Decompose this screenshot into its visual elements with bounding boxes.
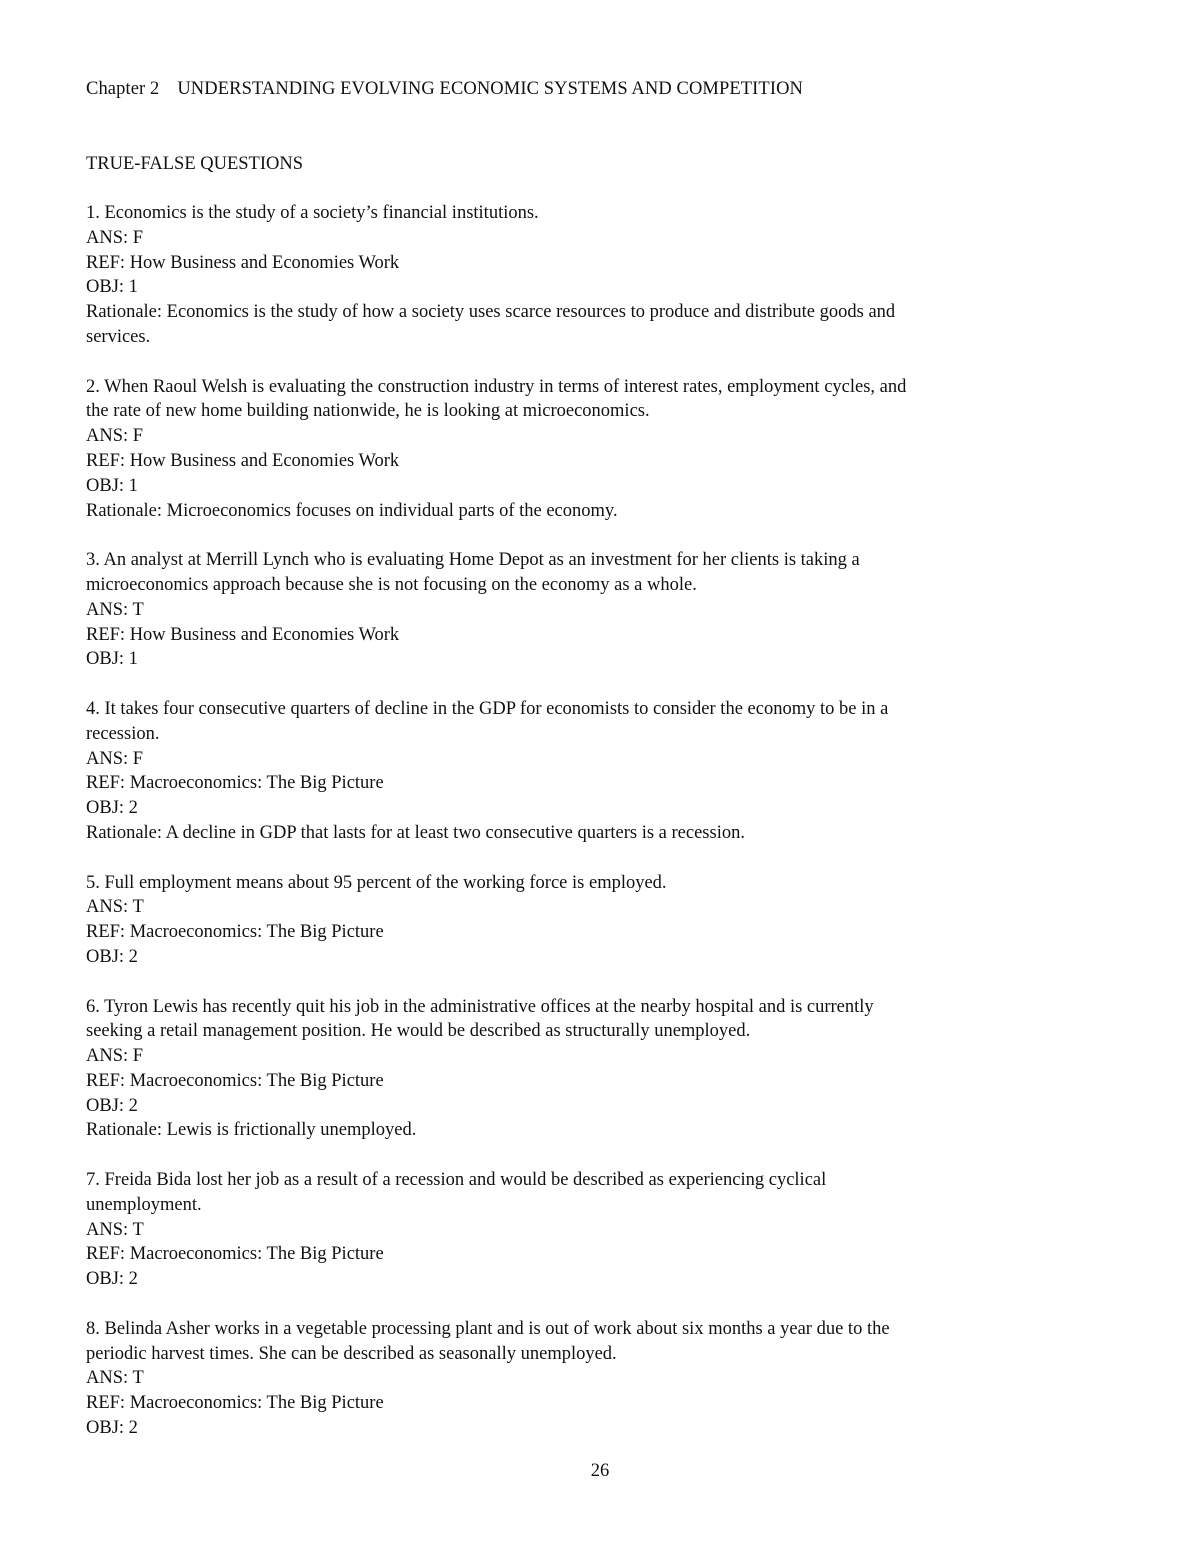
question-text: 8. Belinda Asher works in a vegetable processing plant and is out of work about six months a year due to the bbox=[86, 1318, 890, 1339]
question-item bbox=[86, 1168, 1126, 1292]
question-item bbox=[86, 1317, 1126, 1441]
chapter-title bbox=[86, 77, 803, 102]
reference-line: REF: Macroeconomics: The Big Picture bbox=[86, 922, 384, 943]
reference-line: REF: Macroeconomics: The Big Picture bbox=[86, 1244, 384, 1265]
question-item bbox=[86, 201, 1126, 350]
question-text: the rate of new home building nationwide, he is looking at microeconomics. bbox=[86, 401, 650, 422]
reference-line: REF: Macroeconomics: The Big Picture bbox=[86, 1070, 384, 1091]
answer-line: ANS: F bbox=[86, 426, 144, 447]
rationale-line: Rationale: A decline in GDP that lasts for at least two consecutive quarters is a recession. bbox=[86, 822, 745, 843]
reference-line: REF: How Business and Economies Work bbox=[86, 252, 400, 273]
question-text: recession. bbox=[86, 723, 160, 744]
chapter-name: UNDERSTANDING EVOLVING ECONOMIC SYSTEMS AND COMPETITION bbox=[177, 79, 804, 99]
rationale-line: services. bbox=[86, 326, 151, 347]
question-list bbox=[86, 201, 1126, 1466]
question-text: 4. It takes four consecutive quarters of decline in the GDP for economists to consider the economy to be in a bbox=[86, 698, 889, 719]
rationale-line: Rationale: Microeconomics focuses on individual parts of the economy. bbox=[86, 500, 618, 521]
question-text: 1. Economics is the study of a society’s financial institutions. bbox=[86, 203, 539, 223]
question-item bbox=[86, 548, 1126, 672]
question-text: microeconomics approach because she is not focusing on the economy as a whole. bbox=[86, 574, 697, 595]
objective-line: OBJ: 2 bbox=[86, 798, 138, 819]
question-text: 3. An analyst at Merrill Lynch who is evaluating Home Depot as an investment for her clients is taking a bbox=[86, 550, 860, 571]
reference-line: REF: Macroeconomics: The Big Picture bbox=[86, 773, 384, 794]
objective-line: OBJ: 2 bbox=[86, 1418, 138, 1439]
question-text: 5. Full employment means about 95 percent of the working force is employed. bbox=[86, 872, 667, 893]
objective-line: OBJ: 2 bbox=[86, 1095, 138, 1116]
question-text: 6. Tyron Lewis has recently quit his job in the administrative offices at the nearby hospital and is currently bbox=[86, 996, 874, 1017]
answer-line: ANS: T bbox=[86, 897, 144, 918]
question-item bbox=[86, 871, 1126, 970]
objective-line: OBJ: 1 bbox=[86, 475, 138, 496]
rationale-line: Rationale: Lewis is frictionally unemployed. bbox=[86, 1120, 417, 1141]
answer-line: ANS: T bbox=[86, 1368, 144, 1389]
answer-line: ANS: T bbox=[86, 599, 144, 620]
question-text: 7. Freida Bida lost her job as a result of a recession and would be described as experiencing cyclical bbox=[86, 1170, 827, 1191]
question-text: unemployment. bbox=[86, 1194, 202, 1215]
answer-line: ANS: F bbox=[86, 227, 144, 248]
question-item bbox=[86, 375, 1126, 524]
page-number: 26 bbox=[590, 1461, 610, 1481]
objective-line: OBJ: 1 bbox=[86, 649, 138, 670]
question-item bbox=[86, 697, 1126, 846]
objective-line: OBJ: 2 bbox=[86, 1269, 138, 1290]
objective-line: OBJ: 1 bbox=[86, 277, 138, 298]
reference-line: REF: How Business and Economies Work bbox=[86, 624, 400, 645]
objective-line: OBJ: 2 bbox=[86, 946, 138, 967]
section-heading: TRUE-FALSE QUESTIONS bbox=[86, 154, 304, 174]
reference-line: REF: Macroeconomics: The Big Picture bbox=[86, 1393, 384, 1414]
answer-line: ANS: F bbox=[86, 748, 144, 769]
rationale-line: Rationale: Economics is the study of how a society uses scarce resources to produce and distribute goods and bbox=[86, 302, 896, 323]
reference-line: REF: How Business and Economies Work bbox=[86, 450, 400, 471]
answer-line: ANS: T bbox=[86, 1219, 144, 1240]
chapter-number: Chapter 2 bbox=[86, 79, 160, 99]
question-text: 2. When Raoul Welsh is evaluating the construction industry in terms of interest rates, employment cycles, and bbox=[86, 376, 907, 397]
question-item bbox=[86, 995, 1126, 1144]
question-text: periodic harvest times. She can be described as seasonally unemployed. bbox=[86, 1343, 617, 1364]
question-text: seeking a retail management position. He would be described as structurally unemployed. bbox=[86, 1021, 751, 1042]
answer-line: ANS: F bbox=[86, 1046, 144, 1067]
